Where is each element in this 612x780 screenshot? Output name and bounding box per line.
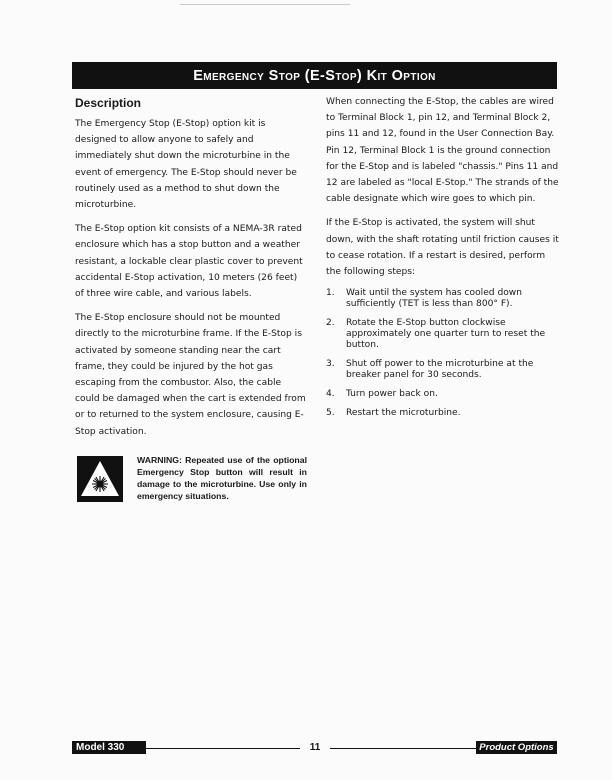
step-number: 1. xyxy=(326,288,335,299)
list-item xyxy=(326,389,562,400)
step-text: Restart the microturbine. xyxy=(346,408,461,419)
footer-section: Product Options xyxy=(476,741,557,754)
top-divider xyxy=(180,4,350,5)
restart-steps-list xyxy=(326,288,562,419)
step-text: Rotate the E-Stop button clockwise approximately one quarter turn to reset the button. xyxy=(346,318,546,351)
section-title-bar xyxy=(72,62,557,89)
description-paragraph: The Emergency Stop (E-Stop) option kit is designed to allow anyone to safely and immediately shut down the microturbine in the event of emergency. The E-Stop should never be routinely used as a method to shut down the microturbine. xyxy=(75,119,297,211)
step-number: 2. xyxy=(326,318,335,329)
step-text: Wait until the system has cooled down sufficiently (TET is less than 800° F). xyxy=(346,288,522,310)
page-title: Emergency Stop (E-Stop) Kit Option xyxy=(193,67,436,84)
step-text: Turn power back on. xyxy=(346,389,438,400)
wiring-paragraph: When connecting the E-Stop, the cables are wired to Terminal Block 1, pin 12, and Terminal Block 2, pins 11 and 12, found in the User Connection Bay. Pin 12, Terminal Block 1 is the ground connection for the E-Stop and is labeled "chassis." Pins 11 and 12 are labeled as "local E-Stop." The strands of the cable designate which wire goes to which pin. xyxy=(326,97,559,205)
step-number: 5. xyxy=(326,408,335,419)
step-text: Shut off power to the microturbine at the breaker panel for 30 seconds. xyxy=(346,359,534,381)
warning-text: WARNING: Repeated use of the optional Emergency Stop button will result in damage to the microturbine. Use only in emergency situations. xyxy=(137,454,307,502)
mounting-paragraph: The E-Stop enclosure should not be mounted directly to the microturbine frame. If the E-Stop is activated by someone standing near the cart frame, they could be injured by the hot gas escaping from the combustor. Also, the cable could be damaged when the cart is extended from or to returned to the system enclosure, causing E-Stop activation. xyxy=(75,313,306,437)
left-column xyxy=(75,94,307,503)
page-number: 11 xyxy=(300,741,330,754)
step-number: 3. xyxy=(326,359,335,370)
warning-block xyxy=(75,454,307,503)
right-column xyxy=(326,94,562,427)
activation-paragraph: If the E-Stop is activated, the system will shut down, with the shaft rotating until friction causes it to cease rotation. If a restart is desired, perform the following steps: xyxy=(326,218,559,278)
list-item xyxy=(326,408,562,419)
hazard-sunburst-icon xyxy=(77,456,123,502)
description-heading: Description xyxy=(75,96,142,110)
list-item xyxy=(326,318,562,351)
list-item xyxy=(326,288,562,310)
list-item xyxy=(326,359,562,381)
kit-contents-paragraph: The E-Stop option kit consists of a NEMA-3R rated enclosure which has a stop button and a weather resistant, a lockable clear plastic cover to prevent accidental E-Stop activation, 10 meters (26 feet) of three wire cable, and various labels. xyxy=(75,224,303,300)
footer-model: Model 330 xyxy=(72,741,146,754)
step-number: 4. xyxy=(326,389,335,400)
